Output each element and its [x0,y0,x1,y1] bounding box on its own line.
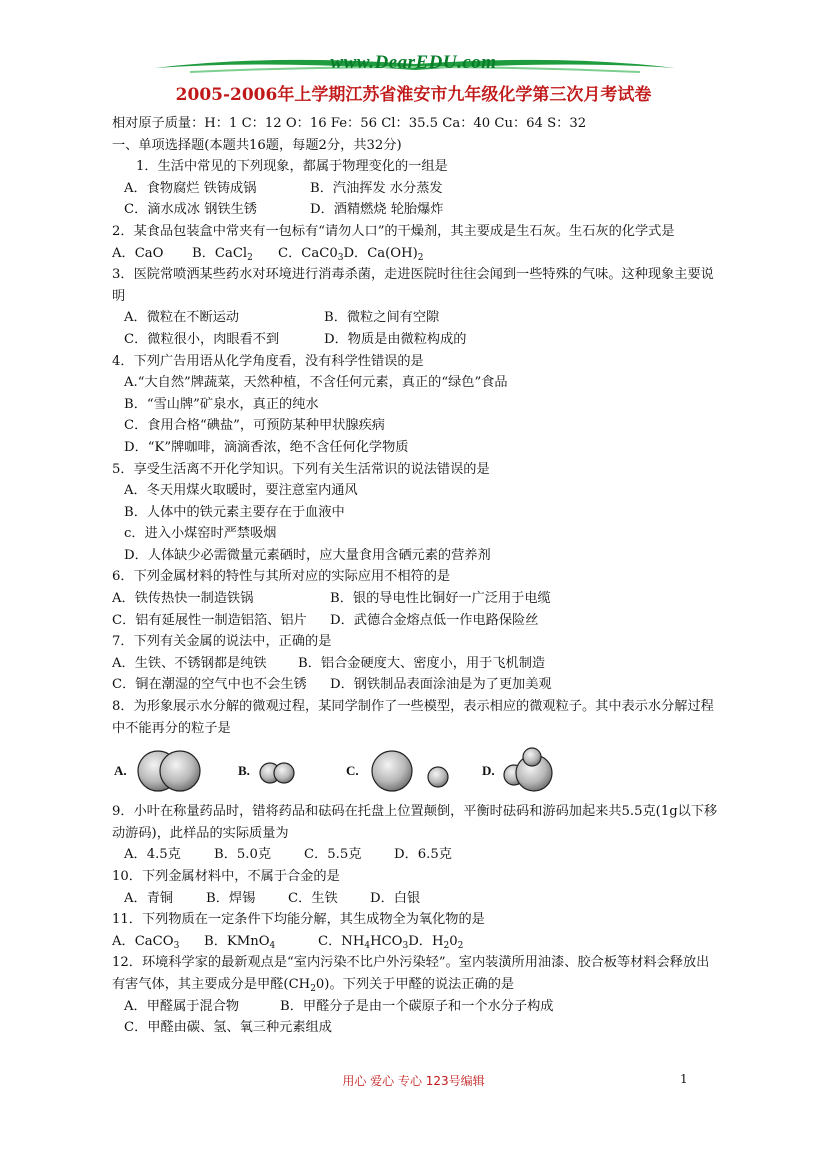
option-a: A．CaCO$_3$ [112,933,180,951]
page-title: 2005-2006年上学期江苏省淮安市九年级化学第三次月考试卷 [175,85,652,105]
option-b: B．微粒之间有空隙 [324,310,440,326]
question-7-stem: 7．下列有关金属的说法中，正确的是 [112,634,332,650]
option-d: D．酒精燃烧 轮胎爆炸 [310,202,444,218]
option-a: A．生铁、不锈钢都是纯铁 [112,655,267,671]
option-d-label: D. [482,763,495,779]
option-b: B．焊锡 [206,890,256,906]
question-7-options-row1 [112,653,718,675]
question-5-stem: 5．享受生活离不开化学知识。下列有关生活常识的说法错误的是 [112,461,490,477]
option-b: B．铝合金硬度大、密度小，用于飞机制造 [298,655,546,671]
molecule-model-c [364,745,454,795]
option-c: C．铜在潮湿的空气中也不会生锈 [112,677,307,693]
question-9-options [112,844,718,866]
option-b: B．汽油挥发 水分蒸发 [310,180,443,196]
option-a-label: A. [114,763,127,779]
option-a: A．甲醛属于混合物 [124,998,240,1014]
option-a: A．食物腐烂 铁铸成锅 [124,180,257,196]
option-c: C．甲醛由碳、氢、氧三种元素组成 [124,1020,332,1036]
question-4-stem: 4．下列广告用语从化学角度看，没有科学性错误的是 [112,353,424,369]
option-a: A．微粒在不断运动 [124,310,240,326]
question-10-stem: 10．下列金属材料中，不属于合金的是 [112,869,340,884]
footer-text: 用心 爱心 专心 123号编辑 [342,1074,485,1088]
question-2-options [112,243,718,265]
option-b: B．CaCl$_2$ [192,245,253,263]
question-3-options-row1 [112,307,718,329]
page-number: 1 [680,1072,688,1086]
question-9-stem: 9．小叶在称量药品时，错将药品和砝码在托盘上位置颠倒，平衡时砝码和游码加起来共5.5克(1g以下移动游码)，此样品的实际质量为 [112,804,718,841]
exam-content [112,113,718,1039]
option-b: B．5.0克 [214,847,272,863]
question-7-options-row2 [112,674,718,696]
option-c: c．进入小煤窑时严禁吸烟 [124,526,277,542]
site-name: www.DearEDU.com [330,52,497,73]
question-1-options-row2 [112,199,718,221]
option-a: A．冬天用煤火取暖时，要注意室内通风 [124,483,358,499]
molecule-model-b [256,745,306,795]
option-a: A．4.5克 [124,847,181,863]
option-d: D．白银 [370,890,421,906]
option-c: C．$NH_4HCO_3$ [318,933,409,951]
question-6-stem: 6．下列金属材料的特性与其所对应的实际应用不相符的是 [112,569,451,585]
option-b: B．“雪山牌”矿泉水，真正的纯水 [124,396,319,412]
molecule-model-a [134,745,204,795]
question-12-stem: 12．环境科学家的最新观点是“室内污染不比户外污染轻”。室内装潢所用油漆、胶合板等材料会释放出有害气体，其主要成分是甲醛$(CH_20)$。下列关于甲醛的说法正确的是 [112,955,710,994]
option-c: C．食用合格“碘盐”，可预防某种甲状腺疾病 [124,418,385,434]
option-d: D．人体缺少必需微量元素硒时，应大量食用含硒元素的营养剂 [124,547,491,563]
option-b: B．KMnO$_4$ [204,933,276,951]
question-3-stem: 3．医院常喷洒某些药水对环境进行消毒杀菌，走进医院时往往会闻到一些特殊的气味。这种现象主要说明 [112,267,714,304]
option-d: D．“K”牌咖啡，滴滴香浓，绝不含任何化学物质 [124,439,409,455]
option-c: C．$CaC0_3$ [278,245,344,263]
option-a: A.“大自然”牌蔬菜，天然种植，不含任何元素，真正的“绿色”食品 [124,375,508,391]
question-6-options-row1 [112,588,718,610]
option-a: A．青铜 [124,890,174,906]
option-a: A．铁传热快一制造铁锅 [112,591,254,607]
section-heading: 一、单项选择题(本题共16题，每题2分，共32分) [112,137,402,153]
option-c: C．生铁 [288,890,338,906]
question-11-stem: 11．下列物质在一定条件下均能分解，其生成物全为氧化物的是 [112,912,485,928]
question-11-options [112,931,718,953]
question-1-stem: 1．生活中常见的下列现象，都属于物理变化的一组是 [136,159,448,175]
option-c: C．5.5克 [304,847,362,863]
question-2-stem: 2．某食品包装盒中常夹有一包标有“请勿人口”的干燥剂，其主要成是生石灰。生石灰的化学式是 [112,223,675,239]
option-b: B．银的导电性比铜好一广泛用于电缆 [330,591,551,607]
question-12-options-row1 [112,996,718,1018]
atomic-masses: 相对原子质量：H：1 C：12 O：16 Fe：56 Cl：35.5 Ca：40 Cu：64 S：32 [112,116,587,131]
question-6-options-row2 [112,610,718,632]
option-d: D．钢铁制品表面涂油是为了更加美观 [330,677,552,693]
option-d: D．武德合金熔点低一作电路保险丝 [330,612,539,628]
question-1-options-row1 [112,178,718,200]
option-b: B．甲醛分子是由一个碳原子和一个水分子构成 [280,998,554,1014]
option-d: D．6.5克 [394,847,452,863]
option-b-label: B. [238,763,250,779]
option-c: C．微粒很小，肉眼看不到 [124,331,280,347]
option-c: C．铝有延展性一制造铝箔、铝片 [112,612,307,628]
option-b: B．人体中的铁元素主要存在于血液中 [124,504,345,520]
molecule-model-d [500,745,560,795]
question-10-options [112,888,718,910]
question-3-options-row2 [112,329,718,351]
question-8-molecule-models [112,745,718,797]
option-d: D．物质是由微粒构成的 [324,331,467,347]
option-d: D．$Ca(OH)_2$ [343,245,424,263]
question-8-stem: 8．为形象展示水分解的微观过程，某同学制作了一些模型，表示相应的微观粒子。其中表示水分解过程中不能再分的粒子是 [112,699,714,736]
option-a: A．CaO [112,245,164,261]
option-d: D．$H_20_2$ [408,933,464,951]
option-c: C．滴水成冰 钢铁生锈 [124,202,257,218]
option-c-label: C. [346,763,359,779]
